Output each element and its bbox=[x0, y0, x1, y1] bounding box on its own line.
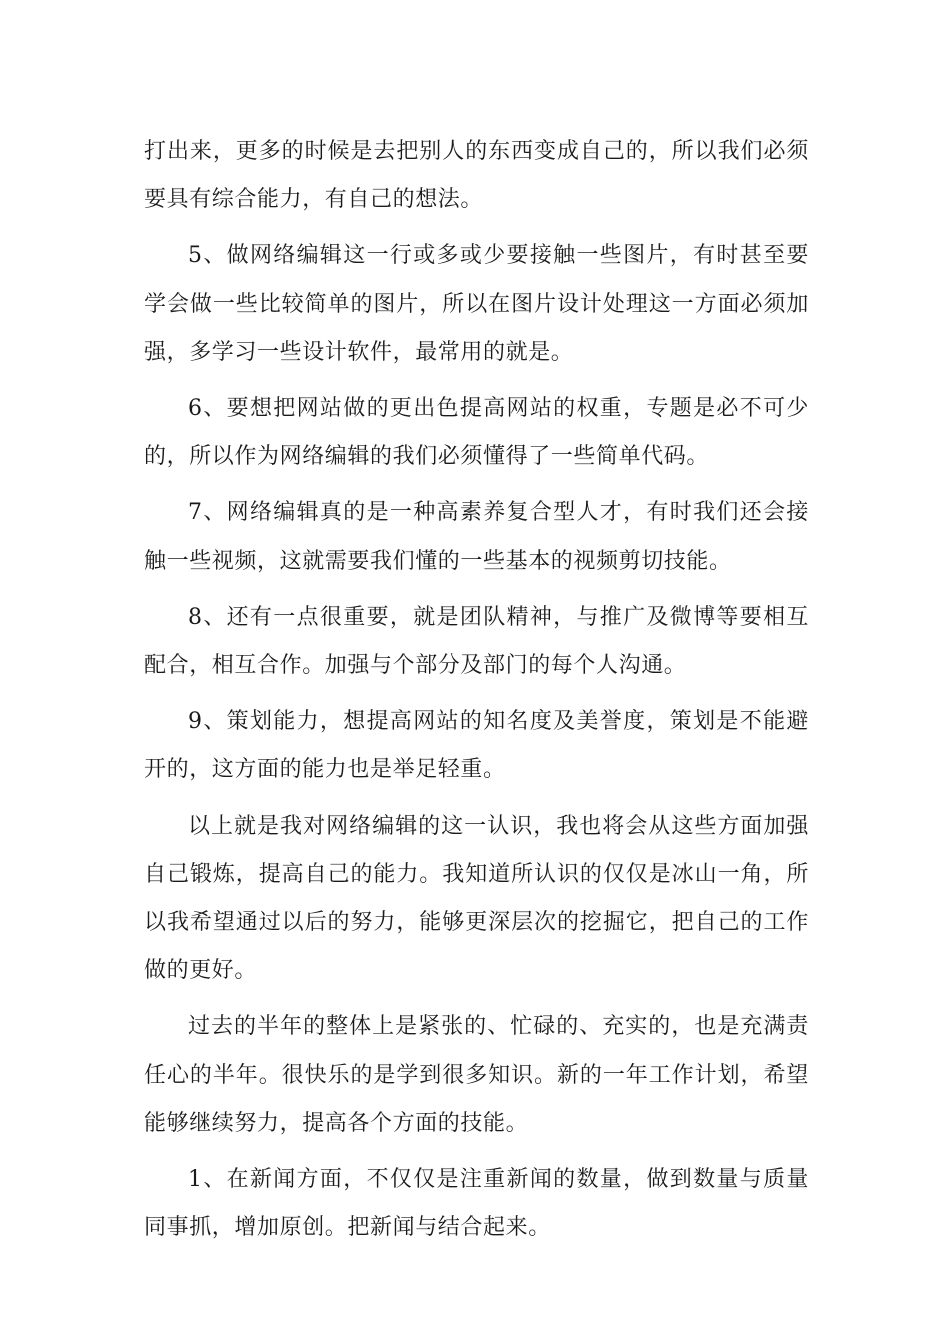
paragraph-continued: 打出来，更多的时候是去把别人的东西变成自己的，所以我们必须要具有综合能力，有自己的想法。 bbox=[144, 139, 809, 213]
document-body bbox=[144, 128, 809, 1260]
paragraph-item-7: 7、网络编辑真的是一种高素养复合型人才，有时我们还会接触一些视频，这就需要我们懂的一些基本的视频剪切技能。 bbox=[144, 500, 809, 574]
paragraph-summary: 以上就是我对网络编辑的这一认识，我也将会从这些方面加强自己锻炼，提高自己的能力。我知道所认识的仅仅是冰山一角，所以我希望通过以后的努力，能够更深层次的挖掘它，把自己的工作做的更好。 bbox=[144, 813, 809, 984]
paragraph-half-year-review: 过去的半年的整体上是紧张的、忙碌的、充实的，也是充满责任心的半年。很快乐的是学到很多知识。新的一年工作计划，希望能够继续努力，提高各个方面的技能。 bbox=[144, 1014, 809, 1136]
paragraph-plan-item-1: 1、在新闻方面，不仅仅是注重新闻的数量，做到数量与质量同事抓，增加原创。把新闻与结合起来。 bbox=[144, 1167, 809, 1241]
paragraph-item-9: 9、策划能力，想提高网站的知名度及美誉度，策划是不能避开的，这方面的能力也是举足轻重。 bbox=[144, 709, 809, 783]
paragraph-item-8: 8、还有一点很重要，就是团队精神，与推广及微博等要相互配合，相互合作。加强与个部分及部门的每个人沟通。 bbox=[144, 604, 809, 679]
paragraph-item-5: 5、做网络编辑这一行或多或少要接触一些图片，有时甚至要学会做一些比较简单的图片，所以在图片设计处理这一方面必须加强，多学习一些设计软件，最常用的就是。 bbox=[144, 243, 809, 365]
paragraph-item-6: 6、要想把网站做的更出色提高网站的权重，专题是必不可少的，所以作为网络编辑的我们必须懂得了一些简单代码。 bbox=[144, 396, 809, 470]
